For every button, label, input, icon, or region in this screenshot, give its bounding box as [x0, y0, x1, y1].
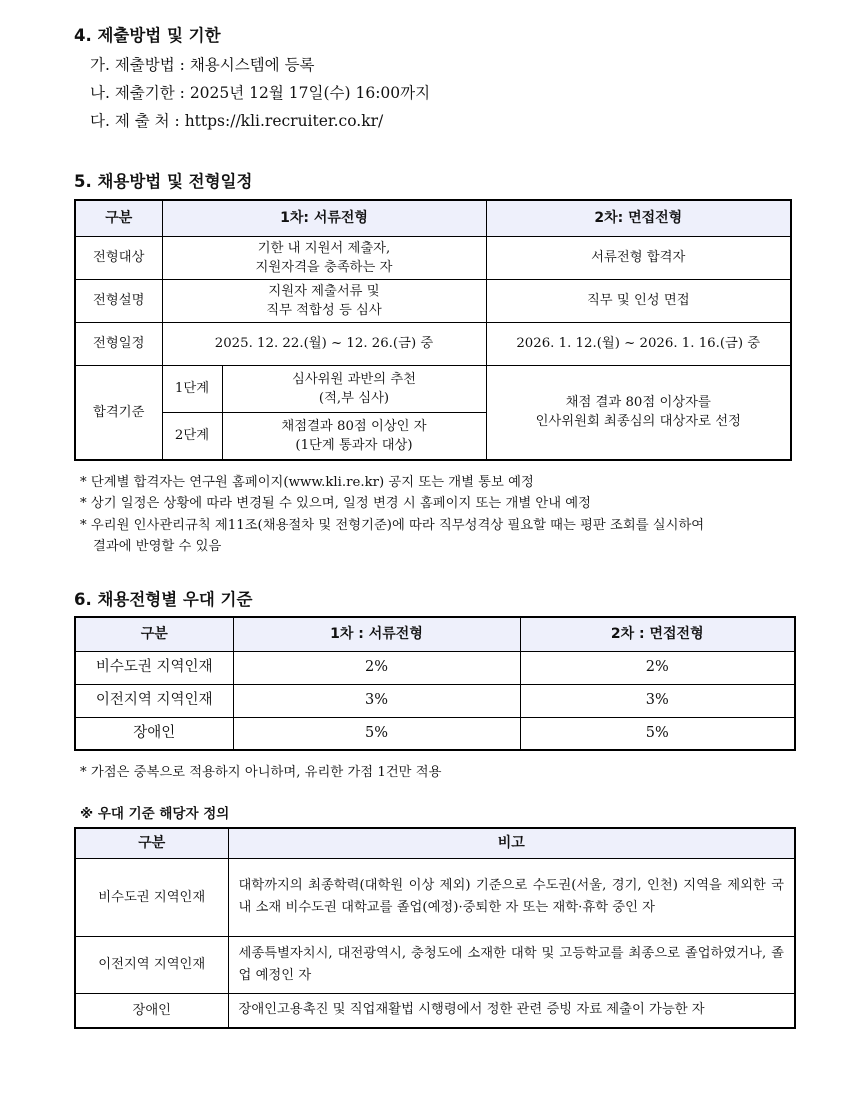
table-header-row [75, 617, 795, 651]
header-category: 구분 [75, 200, 162, 236]
table-cell: 심사위원 과반의 추천 (적,부 심사) [222, 365, 486, 412]
table-header-row [75, 828, 795, 858]
table-row [75, 936, 795, 993]
header-remarks: 비고 [228, 828, 795, 858]
row-label: 장애인 [75, 993, 228, 1028]
section-4-title: 4. 제출방법 및 기한 [74, 26, 221, 45]
note: * 단계별 합격자는 연구원 홈페이지(www.kli.re.kr) 공지 또는 개별 통보 예정 [80, 475, 534, 490]
row-label: 전형일정 [75, 322, 162, 365]
definitions-table [74, 827, 796, 1029]
table-cell: 5% [520, 717, 795, 750]
row-label: 이전지역 지역인재 [75, 684, 233, 717]
table-cell: 2% [233, 651, 520, 684]
table-row [75, 322, 791, 365]
table-cell: 직무 및 인성 면접 [486, 279, 791, 322]
table-row [75, 651, 795, 684]
row-label: 전형대상 [75, 236, 162, 279]
table-cell: 3% [233, 684, 520, 717]
row-label: 전형설명 [75, 279, 162, 322]
row-label: 이전지역 지역인재 [75, 936, 228, 993]
header-first-stage: 1차 : 서류전형 [233, 617, 520, 651]
submission-method [90, 53, 315, 75]
table-row [75, 684, 795, 717]
note: * 상기 일정은 상황에 따라 변경될 수 있으며, 일정 변경 시 홈페이지 또는 개별 안내 예정 [80, 496, 591, 511]
submission-destination-label: 다. 제 출 처 : [90, 112, 180, 130]
table-cell: 기한 내 지원서 제출자, 지원자격을 충족하는 자 [162, 236, 486, 279]
table-cell: 세종특별자치시, 대전광역시, 충청도에 소재한 대학 및 고등학교를 최종으로 졸업하였거나, 졸업 예정인 자 [228, 936, 795, 993]
table-cell: 2025. 12. 22.(월) ~ 12. 26.(금) 중 [162, 322, 486, 365]
definitions-title: ※ 우대 기준 해당자 정의 [80, 806, 230, 822]
header-first-stage: 1차: 서류전형 [162, 200, 486, 236]
table-cell: 2026. 1. 12.(월) ~ 2026. 1. 16.(금) 중 [486, 322, 791, 365]
submission-method-label: 가. 제출방법 : [90, 56, 185, 74]
stage-label: 2단계 [162, 412, 222, 460]
header-second-stage: 2차: 면접전형 [486, 200, 791, 236]
table-cell: 대학까지의 최종학력(대학원 이상 제외) 기준으로 수도권(서울, 경기, 인천) 지역을 제외한 국내 소재 비수도권 대학교를 졸업(예정)·중퇴한 자 또는 재학·휴학 중인 자 [228, 858, 795, 936]
row-label: 합격기준 [75, 365, 162, 460]
submission-deadline-value: 2025년 12월 17일(수) 16:00까지 [189, 84, 431, 102]
submission-deadline-label: 나. 제출기한 : [90, 84, 185, 102]
table-cell: 5% [233, 717, 520, 750]
section-5-title: 5. 채용방법 및 전형일정 [74, 172, 253, 191]
row-label: 장애인 [75, 717, 233, 750]
submission-destination-link[interactable]: https://kli.recruiter.co.kr/ [184, 112, 384, 130]
table-cell: 지원자 제출서류 및 직무 적합성 등 심사 [162, 279, 486, 322]
table-row [75, 717, 795, 750]
row-label: 비수도권 지역인재 [75, 858, 228, 936]
table-row [75, 236, 791, 279]
table-cell: 서류전형 합격자 [486, 236, 791, 279]
note: * 우리원 인사관리규칙 제11조(채용절차 및 전형기준)에 따라 직무성격상 필요할 때는 평판 조회를 실시하여 [80, 518, 705, 533]
section-6-title: 6. 채용전형별 우대 기준 [74, 590, 253, 609]
submission-destination [90, 109, 383, 131]
note: * 가점은 중복으로 적용하지 아니하며, 유리한 가점 1건만 적용 [80, 765, 442, 780]
table-cell: 2% [520, 651, 795, 684]
row-label: 비수도권 지역인재 [75, 651, 233, 684]
preference-table [74, 616, 796, 751]
table-cell: 채점 결과 80점 이상자를 인사위원회 최종심의 대상자로 선정 [486, 365, 791, 460]
note: 결과에 반영할 수 있음 [93, 539, 222, 554]
submission-method-value: 채용시스템에 등록 [189, 56, 315, 74]
schedule-table [74, 199, 792, 461]
table-row [75, 858, 795, 936]
table-header-row [75, 200, 791, 236]
table-row [75, 279, 791, 322]
header-category: 구분 [75, 828, 228, 858]
table-cell: 3% [520, 684, 795, 717]
table-row [75, 365, 791, 412]
stage-label: 1단계 [162, 365, 222, 412]
table-cell: 장애인고용촉진 및 직업재활법 시행령에서 정한 관련 증빙 자료 제출이 가능한 자 [228, 993, 795, 1028]
table-cell: 채점결과 80점 이상인 자 (1단계 통과자 대상) [222, 412, 486, 460]
table-row [75, 993, 795, 1028]
submission-deadline [90, 81, 430, 103]
header-category: 구분 [75, 617, 233, 651]
header-second-stage: 2차 : 면접전형 [520, 617, 795, 651]
